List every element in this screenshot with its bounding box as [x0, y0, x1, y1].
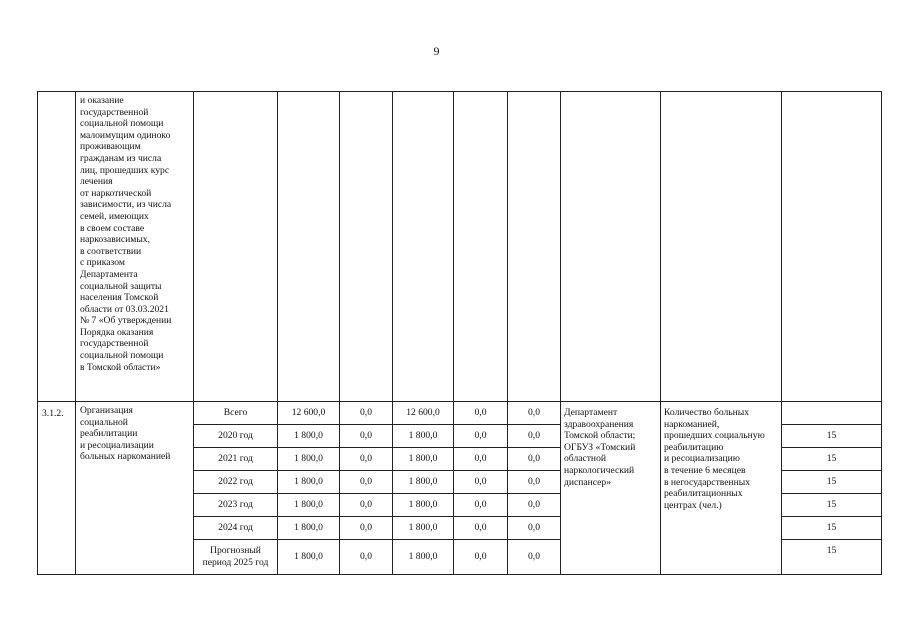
indicator-value-cell: 15 — [782, 540, 882, 575]
indicator-value-cell: 15 — [782, 517, 882, 540]
indicator-value-cell: 15 — [782, 425, 882, 448]
empty-cell — [278, 92, 340, 402]
text-line: в негосударственных — [664, 476, 751, 488]
text-line: центрах (чел.) — [664, 499, 722, 511]
program-measures-table — [37, 91, 882, 575]
empty-cell — [454, 92, 508, 402]
text-line: Томской области; — [564, 430, 636, 442]
period-cell — [194, 540, 278, 575]
local-cell: 0,0 — [454, 517, 508, 540]
regional-cell: 1 800,0 — [393, 517, 454, 540]
other-cell: 0,0 — [508, 448, 561, 471]
period-cell: 2023 год — [194, 494, 278, 517]
other-cell: 0,0 — [508, 540, 561, 575]
indicator-value-cell: 15 — [782, 448, 882, 471]
text-line: лиц, прошедших курс — [80, 164, 170, 176]
empty-cell — [38, 92, 76, 402]
period-cell: Всего — [194, 402, 278, 425]
other-cell: 0,0 — [508, 494, 561, 517]
empty-cell — [393, 92, 454, 402]
total-cell: 1 800,0 — [278, 425, 340, 448]
measure-name — [76, 402, 194, 575]
text-line: лечения — [80, 176, 113, 188]
other-cell: 0,0 — [508, 402, 561, 425]
text-line: малоимущим одиноко — [80, 129, 171, 141]
text-line: здравоохранения — [564, 418, 634, 430]
empty-cell — [661, 92, 782, 402]
text-line: наркозависимых, — [80, 234, 150, 246]
total-cell: 1 800,0 — [278, 494, 340, 517]
federal-cell: 0,0 — [340, 494, 393, 517]
local-cell: 0,0 — [454, 402, 508, 425]
text-line: государственной — [80, 338, 149, 350]
text-line: в своем составе — [80, 222, 145, 234]
total-cell: 1 800,0 — [278, 540, 340, 575]
text-line: ОГБУЗ «Томский — [564, 441, 636, 453]
total-cell: 1 800,0 — [278, 517, 340, 540]
regional-cell: 1 800,0 — [393, 494, 454, 517]
text-line: социальной помощи — [80, 118, 164, 130]
text-line: в течение 6 месяцев — [664, 464, 746, 476]
text-line: областной — [564, 453, 607, 465]
period-cell: 2024 год — [194, 517, 278, 540]
regional-cell: 1 800,0 — [393, 448, 454, 471]
text-line: с приказом — [80, 257, 125, 269]
measure-code: 3.1.2. — [38, 402, 76, 575]
text-line: семей, имеющих — [80, 210, 149, 222]
empty-cell — [561, 92, 661, 402]
text-line: в соответствии — [80, 245, 142, 257]
text-line: населения Томской — [80, 292, 159, 304]
indicator-cell — [661, 402, 782, 575]
text-line: области от 03.03.2021 — [80, 303, 169, 315]
text-line: от наркотической — [80, 187, 152, 199]
text-line: социальной — [80, 416, 128, 428]
regional-cell: 1 800,0 — [393, 425, 454, 448]
regional-cell: 12 600,0 — [393, 402, 454, 425]
other-cell: 0,0 — [508, 471, 561, 494]
text-line: и оказание — [80, 95, 124, 106]
text-line: гражданам из числа — [80, 152, 162, 164]
empty-cell — [340, 92, 393, 402]
local-cell: 0,0 — [454, 448, 508, 471]
continuation-text — [76, 92, 194, 402]
federal-cell: 0,0 — [340, 540, 393, 575]
federal-cell: 0,0 — [340, 517, 393, 540]
regional-cell: 1 800,0 — [393, 471, 454, 494]
period-cell: 2022 год — [194, 471, 278, 494]
local-cell: 0,0 — [454, 471, 508, 494]
text-line: наркологический — [564, 464, 635, 476]
total-cell: 1 800,0 — [278, 471, 340, 494]
other-cell: 0,0 — [508, 517, 561, 540]
other-cell: 0,0 — [508, 425, 561, 448]
text-line: № 7 «Об утверждении — [80, 315, 172, 327]
text-line: проживающим — [80, 141, 141, 153]
text-line: Количество больных — [664, 407, 750, 418]
local-cell: 0,0 — [454, 494, 508, 517]
federal-cell: 0,0 — [340, 471, 393, 494]
text-line: и ресоциализацию — [664, 453, 740, 465]
text-line: зависимости, из числа — [80, 199, 172, 211]
text-line: Прогнозный — [210, 545, 261, 557]
period-cell: 2021 год — [194, 448, 278, 471]
indicator-value-cell: 15 — [782, 494, 882, 517]
indicator-value-cell: 15 — [782, 471, 882, 494]
empty-cell — [782, 92, 882, 402]
local-cell: 0,0 — [454, 540, 508, 575]
text-line: социальной помощи — [80, 350, 164, 362]
empty-cell — [194, 92, 278, 402]
total-cell: 12 600,0 — [278, 402, 340, 425]
text-line: реабилитационных — [664, 488, 743, 500]
total-cell: 1 800,0 — [278, 448, 340, 471]
empty-cell — [508, 92, 561, 402]
text-line: наркоманией, — [664, 418, 720, 430]
text-line: прошедших социальную — [664, 430, 765, 442]
executor-cell — [561, 402, 661, 575]
federal-cell: 0,0 — [340, 402, 393, 425]
text-line: государственной — [80, 106, 149, 118]
text-line: Порядка оказания — [80, 326, 154, 338]
table-row — [38, 402, 882, 425]
text-line: социальной защиты — [80, 280, 162, 292]
text-line: Департамента — [80, 268, 138, 280]
regional-cell: 1 800,0 — [393, 540, 454, 575]
continuation-row — [38, 92, 882, 402]
text-line: Департамент — [564, 407, 618, 418]
text-line: период 2025 год — [202, 557, 269, 568]
text-line: реабилитации — [80, 428, 138, 440]
text-line: реабилитацию — [664, 441, 724, 453]
federal-cell: 0,0 — [340, 448, 393, 471]
text-line: в Томской области» — [80, 361, 161, 373]
period-cell: 2020 год — [194, 425, 278, 448]
indicator-value-cell — [782, 402, 882, 425]
local-cell: 0,0 — [454, 425, 508, 448]
text-line: больных наркоманией — [80, 451, 171, 463]
page-number: 9 — [433, 44, 440, 58]
text-line: Организация — [80, 405, 133, 416]
text-line: диспансер» — [564, 476, 612, 488]
text-line: и ресоциализации — [80, 439, 154, 451]
federal-cell: 0,0 — [340, 425, 393, 448]
